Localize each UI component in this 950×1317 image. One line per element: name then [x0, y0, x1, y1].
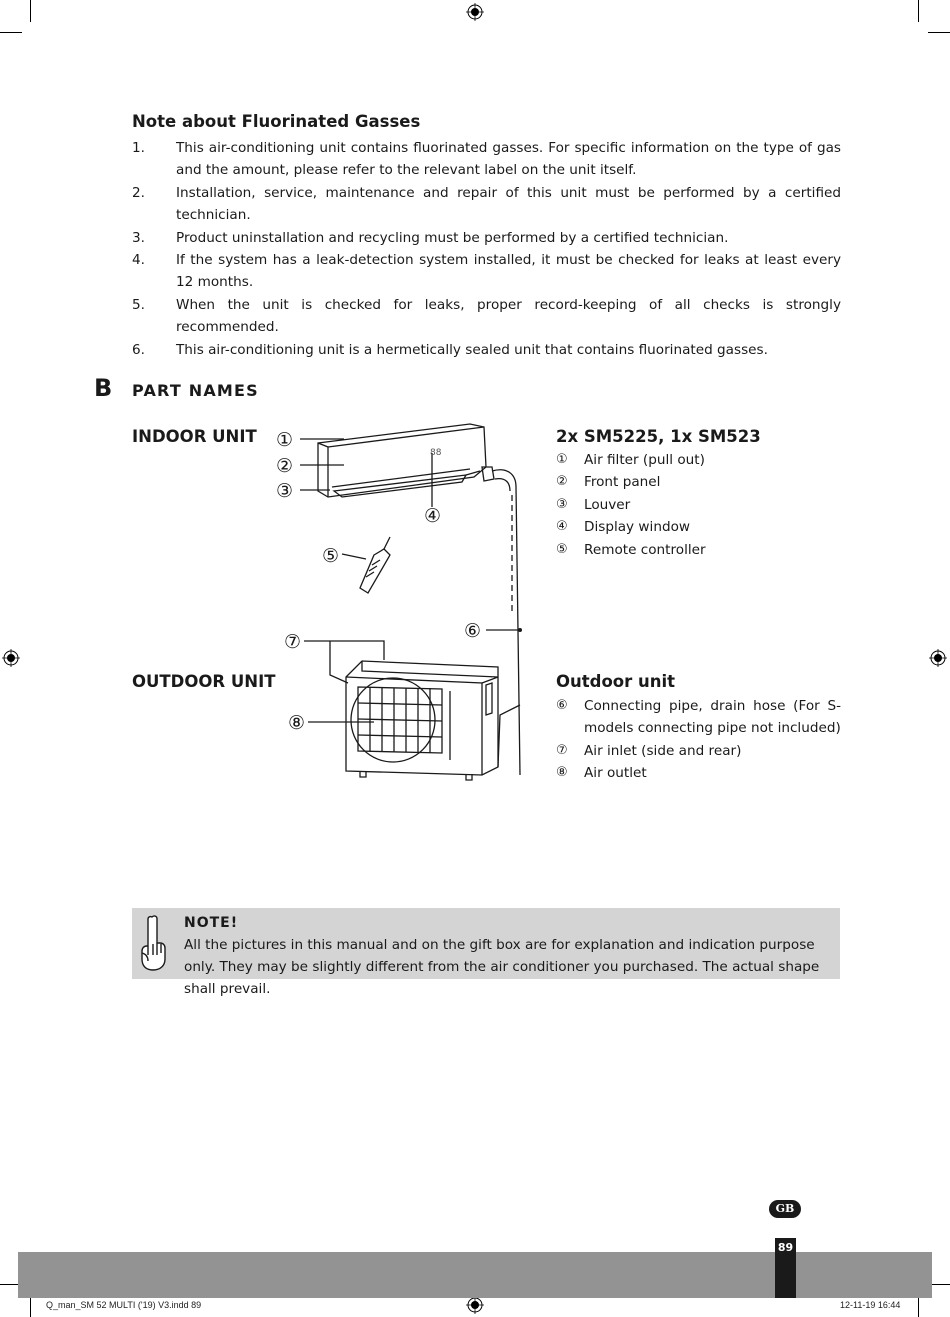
registration-mark-icon	[466, 3, 484, 21]
list-item: ⑥ Connecting pipe, drain hose (For S-models connecting pipe not included)	[556, 698, 841, 737]
registration-mark-icon	[466, 1296, 484, 1314]
list-item: ② Front panel	[556, 474, 661, 491]
callout-5: ⑤	[322, 545, 340, 567]
list-item: ④ Display window	[556, 519, 691, 536]
list-item: ⑧ Air outlet	[556, 765, 647, 782]
list-item: 6. This air-conditioning unit is a hermetically sealed unit that contains fluorinated gasses.	[132, 341, 768, 358]
fluorinated-list	[132, 137, 841, 361]
part-names-diagram	[270, 415, 540, 790]
list-item: 4. If the system has a leak-detection system installed, it must be checked for leaks at least every 12 months.	[132, 252, 841, 291]
crop-mark	[918, 0, 919, 22]
section-title: PART NAMES	[132, 381, 259, 400]
callout-8: ⑧	[288, 712, 306, 734]
crop-mark	[928, 32, 950, 33]
crop-mark	[30, 0, 31, 22]
leader-line	[304, 641, 384, 660]
section-letter: B	[94, 374, 113, 402]
page-number: 89	[775, 1238, 796, 1298]
callout-6: ⑥	[464, 620, 482, 642]
outdoor-unit-label: OUTDOOR UNIT	[132, 672, 276, 691]
list-item: 1. This air-conditioning unit contains fluorinated gasses. For specific information on the type of gas and the amount, please refer to the relevant label on the unit itself.	[132, 140, 841, 179]
leader-line	[342, 554, 366, 559]
language-badge: GB	[769, 1200, 801, 1218]
display-digits: 88	[430, 448, 442, 458]
callout-1: ①	[276, 429, 294, 451]
fluorinated-note-title: Note about Fluorinated Gasses	[132, 112, 421, 131]
registration-mark-icon	[929, 649, 947, 667]
leader-line	[330, 641, 348, 683]
registration-mark-icon	[2, 649, 20, 667]
indoor-parts-list	[556, 449, 841, 561]
outdoor-unit-illustration	[346, 661, 498, 780]
list-item: ⑦ Air inlet (side and rear)	[556, 742, 742, 759]
callout-7: ⑦	[284, 631, 302, 653]
outdoor-parts-list	[556, 695, 841, 785]
note-title: NOTE!	[184, 915, 239, 931]
slug-filename: Q_man_SM 52 MULTI ('19) V3.indd 89	[46, 1300, 202, 1310]
indoor-unit-illustration	[318, 424, 486, 497]
remote-controller-illustration	[360, 537, 390, 593]
crop-mark	[918, 1295, 919, 1317]
pointing-hand-icon	[138, 913, 170, 973]
callout-2: ②	[276, 455, 294, 477]
list-item: ① Air filter (pull out)	[556, 452, 705, 468]
crop-mark	[30, 1295, 31, 1317]
slug-timestamp: 12-11-19 16:44	[840, 1300, 901, 1310]
list-item: ③ Louver	[556, 496, 631, 513]
indoor-unit-label: INDOOR UNIT	[132, 427, 257, 446]
crop-mark	[0, 32, 22, 33]
connecting-pipe-illustration	[482, 467, 520, 775]
indoor-parts-heading: 2x SM5225, 1x SM523	[556, 427, 761, 446]
list-item: 2. Installation, service, maintenance and repair of this unit must be performed by a certified technician.	[132, 184, 841, 224]
outdoor-parts-heading: Outdoor unit	[556, 672, 676, 691]
list-item: 5. When the unit is checked for leaks, proper record-keeping of all checks is strongly recommended.	[132, 296, 841, 336]
list-item: ⑤ Remote controller	[556, 541, 706, 558]
list-item: 3. Product uninstallation and recycling must be performed by a certified technician.	[132, 229, 729, 246]
callout-4: ④	[424, 505, 442, 527]
note-text: All the pictures in this manual and on the gift box are for explanation and indication purpose only. They may be slightly different from the air conditioner you purchased. The actual shape shall prevail.	[184, 937, 820, 997]
callout-3: ③	[276, 480, 294, 502]
